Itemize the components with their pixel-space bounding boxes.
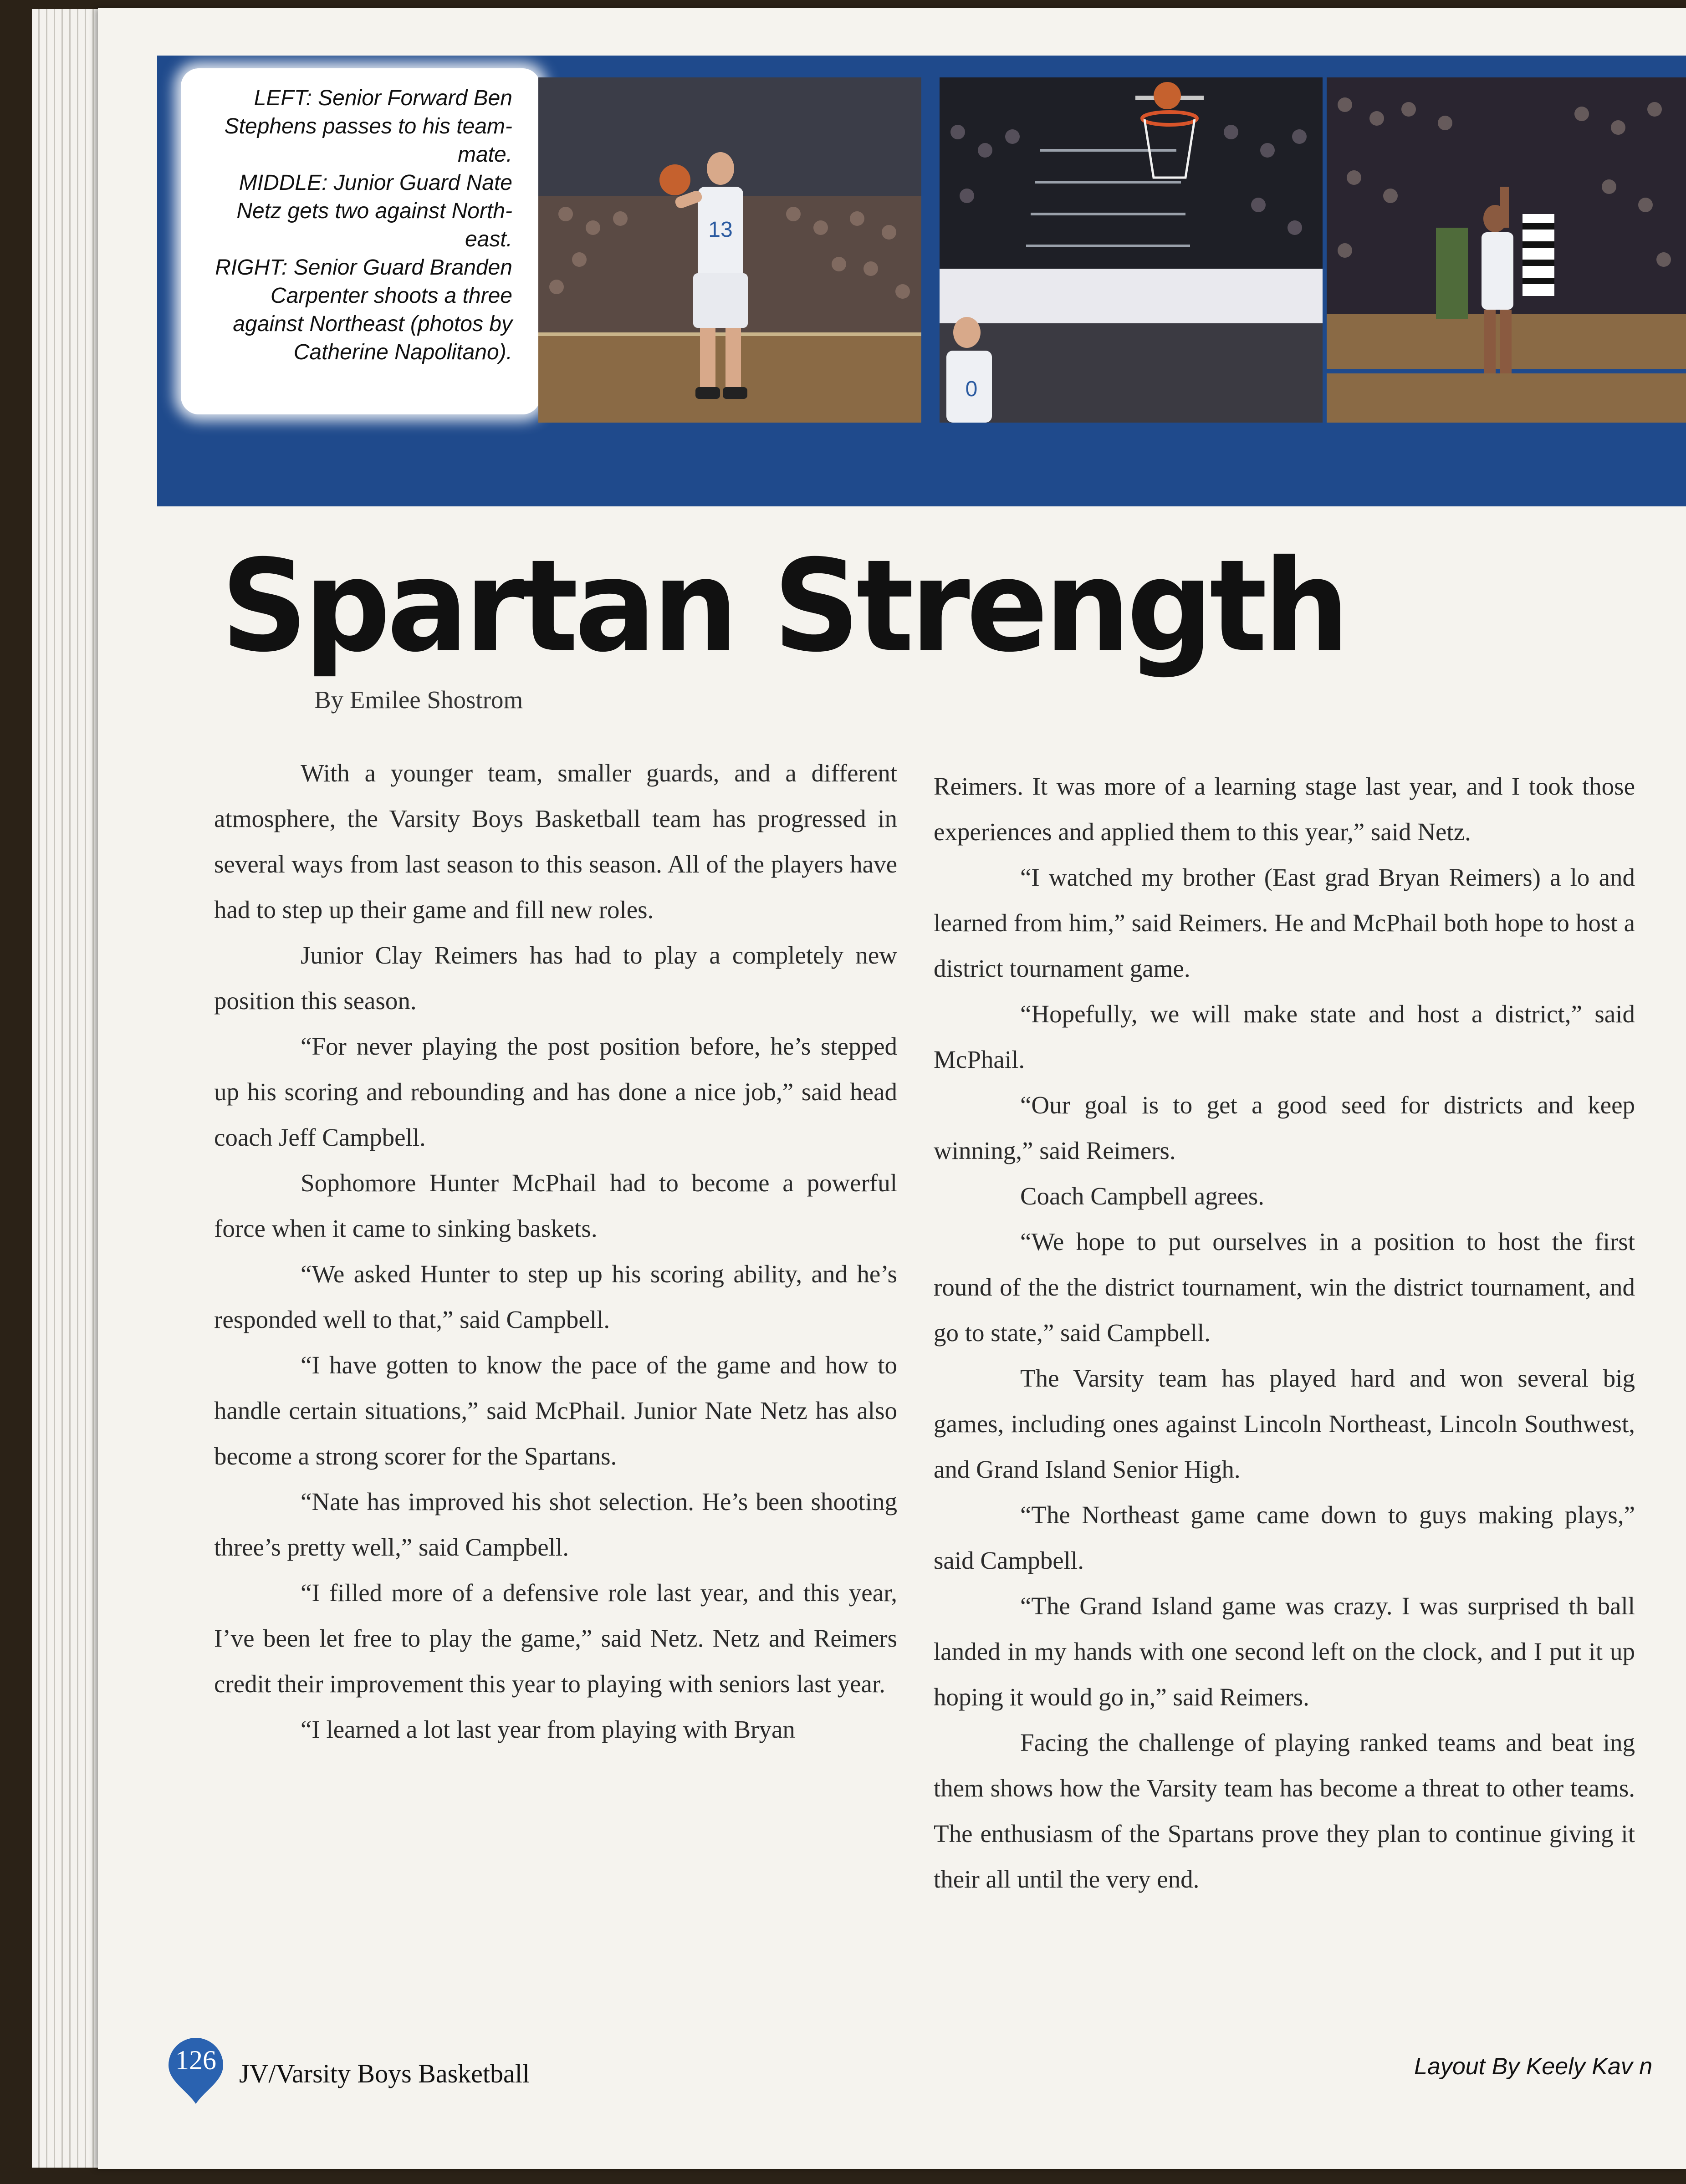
photo-caption [184, 84, 512, 367]
byline: By Emilee Shostrom [314, 686, 523, 714]
caption-line: Carpenter shoots a three [271, 284, 512, 308]
jersey-number: 13 [708, 218, 733, 242]
article-paragraph: Junior Clay Reimers has had to play a completely new position this season. [214, 941, 897, 1015]
photo-left-passing [538, 77, 921, 423]
article-paragraph: “For never playing the post position before, he’s stepped up his scoring and rebounding and has done a nice job,” said head coach Jeff Campbell. [214, 1032, 897, 1151]
photo-middle-scoring [940, 77, 1323, 423]
article-paragraph: “Hopefully, we will make state and host a district,” said McPhail. [934, 1000, 1635, 1073]
layout-credit: Layout By Keely Kav n [1414, 2053, 1653, 2080]
jersey-number: 0 [965, 377, 978, 401]
article-paragraph: “Our goal is to get a good seed for districts and keep winning,” said Reimers. [934, 1091, 1635, 1164]
article-paragraph: “We asked Hunter to step up his scoring ability, and he’s responded well to that,” said Campbell. [214, 1260, 897, 1333]
caption-line: against Northeast (photos by [233, 312, 512, 336]
article-paragraph: “We hope to put ourselves in a position to host the first round of the the district tournament, win the district tournament, and go to state,” said Campbell. [934, 1228, 1635, 1347]
page-number: 126 [175, 2045, 216, 2075]
article-paragraph: “I learned a lot last year from playing with Bryan [301, 1715, 795, 1743]
article-paragraph: “I filled more of a defensive role last year, and this year, I’ve been let free to play the game,” said Netz. Netz and Reimers credit their improvement this year to playing with seniors last year. [214, 1579, 897, 1698]
article-paragraph: “Nate has improved his shot selection. He’s been shooting three’s pretty well,” said Campbell. [214, 1488, 897, 1561]
section-title: JV/Varsity Boys Basketball [239, 2059, 530, 2088]
caption-line: Stephens passes to his team- [224, 114, 512, 138]
article-paragraph: The Varsity team has played hard and won several big games, including ones against Lincoln Northeast, Lincoln Southwest, and Grand Island Senior High. [934, 1364, 1635, 1483]
caption-line: east. [465, 227, 512, 251]
article-paragraph: “The Northeast game came down to guys making plays,” said Campbell. [934, 1501, 1635, 1574]
article-column-right [934, 764, 1635, 1902]
caption-line: Catherine Napolitano). [293, 340, 512, 364]
caption-line: LEFT: Senior Forward Ben [254, 86, 512, 110]
article-paragraph: Sophomore Hunter McPhail had to become a powerful force when it came to sinking baskets. [214, 1169, 897, 1242]
article-paragraph: Coach Campbell agrees. [1020, 1182, 1265, 1210]
article-paragraph: “I watched my brother (East grad Bryan Reimers) a lo and learned from him,” said Reimers. He and McPhail both hope to host a district tournament game. [934, 863, 1635, 982]
photo-right-shooting [1327, 77, 1686, 423]
article-column-left [214, 750, 897, 1752]
caption-line: mate. [457, 143, 512, 167]
article-headline: Spartan Strength [221, 533, 1346, 680]
caption-line: MIDDLE: Junior Guard Nate [239, 171, 512, 195]
caption-line: Netz gets two against North- [236, 199, 512, 223]
article-paragraph: Facing the challenge of playing ranked teams and beat ing them shows how the Varsity team has become a threat to other teams. The enthusiasm of the Spartans prove they plan to continue giving it their all until the very end. [934, 1729, 1635, 1893]
article-paragraph: “I have gotten to know the pace of the game and how to handle certain situations,” said McPhail. Junior Nate Netz has also become a strong scorer for the Spartans. [214, 1351, 897, 1470]
article-paragraph: “The Grand Island game was crazy. I was surprised th ball landed in my hands with one second left on the clock, and I put it up hoping it would go in,” said Reimers. [934, 1592, 1635, 1711]
article-paragraph: With a younger team, smaller guards, and a different atmosphere, the Varsity Boys Basketball team has progressed in several ways from last season to this season. All of the players have had to step up their game and fill new roles. [214, 759, 897, 924]
caption-line: RIGHT: Senior Guard Branden [215, 255, 512, 280]
article-paragraph: Reimers. It was more of a learning stage last year, and I took those experiences and applied them to this year,” said Netz. [934, 772, 1635, 846]
